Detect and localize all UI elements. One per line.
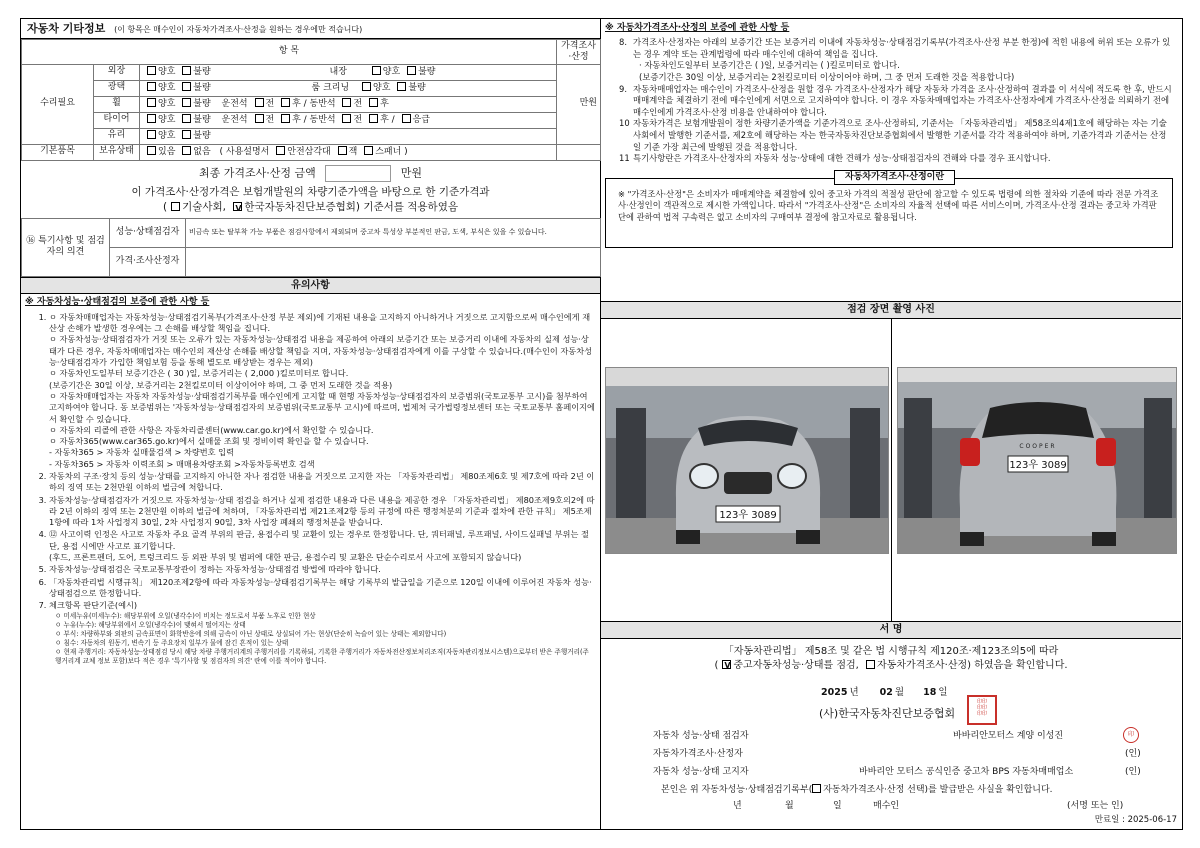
jack-checkbox[interactable]	[338, 146, 347, 155]
inspector-seal: 印	[1123, 727, 1139, 743]
wheel-front-checkbox[interactable]	[255, 98, 264, 107]
wheel-pass-front-checkbox[interactable]	[342, 98, 351, 107]
perf-inspector-note: 비금속 또는 탈부착 가능 부품은 점검사항에서 제외되며 중고차 특성상 부분적인 판금, 도색, 부식은 있을 수 있습니다.	[186, 218, 601, 247]
inspector-row: 자동차 성능·상태 점검자 바바리안모터스 계양 이성진 印	[653, 731, 1153, 742]
glass-good-checkbox[interactable]	[147, 130, 156, 139]
rear-car-image	[898, 368, 1177, 554]
note-item: 6. 「자동차관리법 시행규칙」 제120조제2항에 따라 자동차성능·상태점검기록부는 해당 기록부의 발급일을 기준으로 120일 이내에 이루어진 자동차 성능·상태점검으로 한정합니다.	[49, 577, 595, 600]
gloss-good-checkbox[interactable]	[147, 82, 156, 91]
gloss-bad-checkbox[interactable]	[182, 82, 191, 91]
tire-good-checkbox[interactable]	[147, 114, 156, 123]
wheel-pass-rear-checkbox[interactable]	[369, 98, 378, 107]
notes-title: ※ 자동차성능·상태점검의 보증에 관한 사항 등	[25, 296, 210, 307]
criteria-list: ㅇ 미세누유(미세누수): 해당부위에 오일(냉각수)이 비치는 정도로서 부품 노후로 인한 현상 ㅇ 누유(누수): 해당부위에서 오일(냉각수)이 맺혀서 떨어지는 상태 ㅇ 부식: 차량하부와 외판의 금속표면이 화학반응에 의해 금속이 아닌 상태로 상실되어 가는 현상(단순히 녹슬어 있는 상태는 제외합니다) ㅇ 침수: 자동차의 원동기, 변속기 등 주요장치 일부가 물에 잠긴 흔적이 있는 상태 ㅇ 현재 주행거리: 자동차성능·상태점검 당시 해당 차량 주행거리계의 주행거리를 기록하되, 기록한 주행거리가 자동차전산정보처리조직(자동차관리정보시스템)으로부터 받은 주행거리(주행거리계 교체 정보 포함)보다 적은 경우 '특기사항 및 점검자의 의견' 란에 이를 적어야 합니다.	[55, 611, 589, 665]
rear-car-photo	[897, 367, 1177, 554]
signature-statement: 「자동차관리법」 제58조 및 같은 법 시행규칙 제120조·제123조의5에 따라 (V 중고자동차성능·상태를 점검, 자동차가격조사·산정) 하였음을 확인합니다.	[601, 639, 1181, 673]
tire-pass-rear-checkbox[interactable]	[369, 114, 378, 123]
tire-emergency-checkbox[interactable]	[402, 114, 411, 123]
rear-brand-text: COOPER	[1019, 443, 1057, 450]
special-notes-table	[21, 218, 601, 277]
tire-row: 양호 불량 운전석 전 후 / 동반석 전 후 / 응급	[140, 112, 557, 128]
tire-bad-checkbox[interactable]	[182, 114, 191, 123]
signature-section: 「자동차관리법」 제58조 및 같은 법 시행규칙 제120조·제123조의5에 따라 (V 중고자동차성능·상태를 점검, 자동차가격조사·산정) 하였음을 확인합니다. 2025 년 02 월 18 일 (사)한국자동차진단보증협회 印印 印印 印印 자동차 성능·상태 점검자 바바리안모터스 계양 이성진 印 자동차가격조사·산정자 (인) 자동차 성능·상태 고지자 바바리안 모터스 공식인증 중고차 BPS 자동차매매업소 (인) 본인은 위 자동차성능·상태점검기록부( 자동차가격조사·산정 선택)를 발급받은 사실을 확인합니다. 년 월 일 매수인 (서명 또는 인) 만료일 : 2025-06-17	[601, 639, 1181, 825]
signature-date: 2025 년 02 월 18 일	[821, 687, 948, 698]
basis-text: 이 가격조사·산정가격은 보험개발원의 차량기준가액을 바탕으로 한 기준가격과 ( 기술사회, V 한국자동차진단보증협회) 기준서를 적용하였음	[21, 185, 600, 215]
final-price-input[interactable]	[325, 165, 391, 182]
glass-row: 양호 불량	[140, 128, 557, 144]
price-warranty-title: ※ 자동차가격조사·산정의 보증에 관한 사항 등	[605, 23, 790, 33]
repair-label: 수리필요	[22, 64, 94, 144]
cleaning-bad-checkbox[interactable]	[397, 82, 406, 91]
extra-info-title-row	[21, 19, 600, 39]
exterior-label: 외장	[94, 64, 140, 80]
price-check-checkbox[interactable]	[866, 660, 875, 669]
perf-inspector-label: 성능·상태점검자	[110, 218, 186, 247]
front-plate-text: 123우 3089	[719, 510, 777, 521]
exterior-row: 양호 불량 내장 양호 불량	[140, 64, 557, 80]
note-item: 4. ⑫ 사고이력 인정은 사고로 자동차 주요 골격 부위의 판금, 용접수리 및 교환이 있는 경우로 한정합니다. 단, 쿼터패널, 루프패널, 사이드실패널 부위는 절단, 용접 시에만 사고로 표기합니다. (후드, 프론트펜더, 도어, 트렁크리드 등 외판 부위 및 범퍼에 대한 판금, 용접수리 및 교환은 단순수리로서 사고에 포함되지 않습니다)	[49, 529, 595, 563]
basic-label: 기본품목	[22, 144, 94, 160]
kadga-checkbox[interactable]	[233, 202, 242, 211]
front-car-photo	[605, 367, 889, 554]
price-warranty-items: 8. 가격조사·산정자는 아래의 보증기간 또는 보증거리 이내에 자동차성능·상태점검기록부(가격조사·산정 부분 한정)에 적힌 내용에 허위 또는 오류가 있는 경우 계약 또는 관계법령에 따라 매수인에 대하여 책임을 집니다. · 자동차인도일부터 보증기간은 ( )일, 보증거리는 ( )킬로미터로 합니다. (보증기간은 30일 이상, 보증거리는 2천킬로미터 이상이어야 하며, 그 중 먼저 도래한 것을 적용합니다) 9. 자동차매매업자는 매수인이 가격조사·산정을 원할 경우 가격조사·산정자가 해당 자동차 가격을 조사·산정하여 결과를 이 서식에 적도록 한 후, 반드시 매매계약을 체결하기 전에 매수인에게 서면으로 고지하여야 합니다. 이 경우 자동차매매업자는 가격조사·산정자에게 가격조사·산정을 의뢰하기 전에 매수인에게 가격조사·산정 비용을 안내하여야 합니다. 10 자동차가격은 보험개발원이 정한 차량기준가액을 기준가격으로 조사·산정하되, 기준서는 「자동차관리법」 제58조의4제1호에 해당하는 자는 기술사회에서 발행한 기준서를, 제2호에 해당하는 자는 한국자동차진단보증협회에서 발행한 기준서를 각각 적용하여야 하며, 기준가격과 기준서는 산정일 기준 가장 최근에 발행된 것을 적용합니다. 11 특기사항란은 가격조사·산정자의 자동차 성능·상태에 대한 견해가 성능·상태점검자의 견해와 다를 경우 표시합니다.	[619, 37, 1172, 164]
front-car-image	[606, 368, 889, 554]
notes-list	[43, 312, 595, 666]
final-price-row: 최종 가격조사·산정 금액 만원	[21, 161, 600, 185]
none-checkbox[interactable]	[182, 146, 191, 155]
price-unit: 만원	[557, 64, 601, 144]
extra-info-title: 자동차 기타정보	[27, 22, 106, 35]
note-item: 1. ㅇ 자동차매매업자는 자동차성능·상태점검기록부(가격조사·산정 부분 제외)에 기재된 내용을 고지하지 아니하거나 거짓으로 고지함으로써 매수인에게 재산상 손해가 발생한 경우에는 그 손해를 배상할 책임을 집니다. ㅇ 자동차성능·상태점검자가 거짓 또는 오류가 있는 자동차성능·상태점검 내용을 제공하여 아래의 보증기간 또는 보증거리 이내에 자동차의 실제 성능·상태가 다른 경우, 자동차매매업자는 매수인의 재산상 손해를 배상할 책임을 지며, 자동차성능·상태점검자에게 이를 구상할 수 있습니다.(매수인이 자동차성능·상태점검자가 가입한 책임보험 등을 통해 별도로 배상받는 경우는 제외) ㅇ 자동차인도일부터 보증기간은 ( 30 )일, 보증거리는 ( 2,000 )킬로미터로 합니다. (보증기간은 30일 이상, 보증거리는 2천킬로미터 이상이어야 하며, 그 중 먼저 도래한 것을 적용) ㅇ 자동차매매업자는 자동차 자동차성능·상태점검기록부를 매수인에게 고지할 때 현행 자동차성능·상태점검자의 보증범위(국토교통부 고시)를 첨부하여 고지하여야 합니다. 동 보증범위는 '자동차성능·상태점검자의 보증범위(국토교통부 고시)에 따르며, 법제처 국가법령정보센터 또는 국토교통부 홈페이지에서 확인할 수 있습니다. ㅇ 자동차의 리콜에 관한 사항은 자동차리콜센터(www.car.go.kr)에서 확인할 수 있습니다. ㅇ 자동차365(www.car365.go.kr)에서 실매물 조회 및 정비이력 확인을 할 수 있습니다. - 자동차365 > 자동차 실매물검색 > 차량번호 입력 - 자동차365 > 자동차 이력조회 > 매매용차량조회 >자동차등록번호 검색	[49, 312, 595, 470]
extra-info-note: (이 항목은 매수인이 자동차가격조사·산정을 원하는 경우에만 적습니다)	[114, 25, 363, 34]
wheel-label: 휠	[94, 96, 140, 112]
gloss-row: 양호 불량 룸 크리닝 양호 불량	[140, 80, 557, 96]
notes-header: 유의사항	[21, 277, 600, 294]
confirm-row: 본인은 위 자동차성능·상태점검기록부( 자동차가격조사·산정 선택)를 발급받은 사실을 확인합니다.	[661, 785, 1053, 795]
definition-box	[605, 171, 1173, 248]
holding-label: 보유상태	[94, 144, 140, 160]
note-item: 7. 체크항목 판단기준(예시) ㅇ 미세누유(미세누수): 해당부위에 오일(냉각수)이 비치는 정도로서 부품 노후로 인한 현상 ㅇ 누유(누수): 해당부위에서 오일(냉각수)이 맺혀서 떨어지는 상태 ㅇ 부식: 차량하부와 외판의 금속표면이 화학반응에 의해 금속이 아닌 상태로 상실되어 가는 현상(단순히 녹슬어 있는 상태는 제외합니다) ㅇ 침수: 자동차의 원동기, 변속기 등 주요장치 일부가 물에 잠긴 흔적이 있는 상태 ㅇ 현재 주행거리: 자동차성능·상태점검 당시 해당 차량 주행거리계의 주행거리를 기록하되, 기록한 주행거리가 자동차전산정보처리조직(자동차관리정보시스템)으로부터 받은 주행거리(주행거리계 교체 정보 포함)보다 적은 경우 '특기사항 및 점검자의 의견' 란에 이를 적어야 합니다.	[49, 600, 595, 665]
glass-bad-checkbox[interactable]	[182, 130, 191, 139]
buyer-price-checkbox[interactable]	[812, 784, 821, 793]
have-checkbox[interactable]	[147, 146, 156, 155]
perf-check-checkbox[interactable]	[722, 660, 731, 669]
tech-society-checkbox[interactable]	[171, 202, 180, 211]
signature-header: 서 명	[601, 622, 1181, 639]
gloss-label: 광택	[94, 80, 140, 96]
cleaning-good-checkbox[interactable]	[362, 82, 371, 91]
buyer-sign-field[interactable]: (서명 또는 인)	[1067, 801, 1124, 811]
wheel-rear-checkbox[interactable]	[281, 98, 290, 107]
exterior-bad-checkbox[interactable]	[182, 66, 191, 75]
definition-title: 자동차가격조사·산정이란	[834, 170, 955, 185]
holding-row: 있음 없음 ( 사용설명서 안전삼각대 잭 스패너 )	[140, 144, 557, 160]
definition-text: ※ "가격조사·산정"은 소비자가 매매계약을 체결함에 있어 중고차 가격의 적절성 판단에 참고할 수 있도록 법령에 의한 절차와 기준에 따라 전문 가격조사·산정인이 객관적으로 제시한 가액입니다. 따라서 "가격조사·산정"은 소비자의 자율적 선택에 따른 서비스이며, 가격조사·산정 결과는 중고차 가격판단에 관하여 법적 구속력은 없고 소비자의 구매여부 결정에 참고자료로 활용됩니다.	[618, 188, 1159, 222]
photos-header: 점검 장면 촬영 사진	[601, 302, 1181, 319]
tire-label: 타이어	[94, 112, 140, 128]
note-item: 2. 자동차의 구조·장치 등의 성능·상태를 고지하지 아니한 자나 점검한 내용을 거짓으로 고지한 자는 「자동차관리법」 제80조제6호 및 제7호에 따라 2년 이하의 징역 또는 2천만원 이하의 벌금에 처합니다.	[49, 471, 595, 494]
interior-bad-checkbox[interactable]	[407, 66, 416, 75]
notifier-row: 자동차 성능·상태 고지자 바바리안 모터스 공식인증 중고차 BPS 자동차매매업소 (인)	[653, 767, 1141, 777]
item-header: 항 목	[22, 40, 557, 65]
note-item: 3. 자동차성능·상태점검자가 거짓으로 자동차성능·상태 점검을 하거나 실제 점검한 내용과 다른 내용을 제공한 경우 「자동차관리법」 제80조제9호의2에 따라 2년 이하의 징역 또는 2천만원 이하의 벌금에 처하며, 「자동차관리법 제21조제2항 등의 규정에 따른 행정처분의 기준과 절차에 관한 규칙」 제5조제1항에 따라 1차 사업정지 30일, 2차 사업정지 90일, 3차 사업장 폐쇄의 행정처분을 받습니다.	[49, 495, 595, 529]
price-inspector-label: 가격·조사산정자	[110, 247, 186, 276]
price-header: 가격조사·산정	[557, 40, 601, 65]
tire-pass-front-checkbox[interactable]	[342, 114, 351, 123]
association-seal: 印印 印印 印印	[967, 695, 997, 725]
wheel-bad-checkbox[interactable]	[182, 98, 191, 107]
triangle-checkbox[interactable]	[276, 146, 285, 155]
interior-good-checkbox[interactable]	[372, 66, 381, 75]
tire-rear-checkbox[interactable]	[281, 114, 290, 123]
right-column	[601, 19, 1181, 829]
wheel-row: 양호 불량 운전석 전 후 / 동반석 전 후	[140, 96, 557, 112]
glass-label: 유리	[94, 128, 140, 144]
extra-info-table	[21, 39, 601, 161]
expiry-date: 만료일 : 2025-06-17	[1094, 815, 1177, 825]
price-warranty-section	[601, 19, 1181, 302]
price-inspector-row: 자동차가격조사·산정자 (인)	[653, 749, 1141, 759]
notes-section	[21, 294, 600, 666]
photos-area	[601, 319, 1181, 622]
document-page	[20, 18, 1183, 830]
special-label: ⑯ 특기사항 및 점검자의 의견	[22, 218, 110, 276]
left-column	[21, 19, 601, 829]
association-name: (사)한국자동차진단보증협회	[819, 707, 956, 720]
wheel-good-checkbox[interactable]	[147, 98, 156, 107]
rear-plate-text: 123우 3089	[1009, 460, 1067, 471]
exterior-good-checkbox[interactable]	[147, 66, 156, 75]
tire-front-checkbox[interactable]	[255, 114, 264, 123]
note-item: 5. 자동차성능·상태점검은 국토교통부장관이 정하는 자동차성능·상태점검 방법에 따라야 합니다.	[49, 564, 595, 575]
spanner-checkbox[interactable]	[364, 146, 373, 155]
